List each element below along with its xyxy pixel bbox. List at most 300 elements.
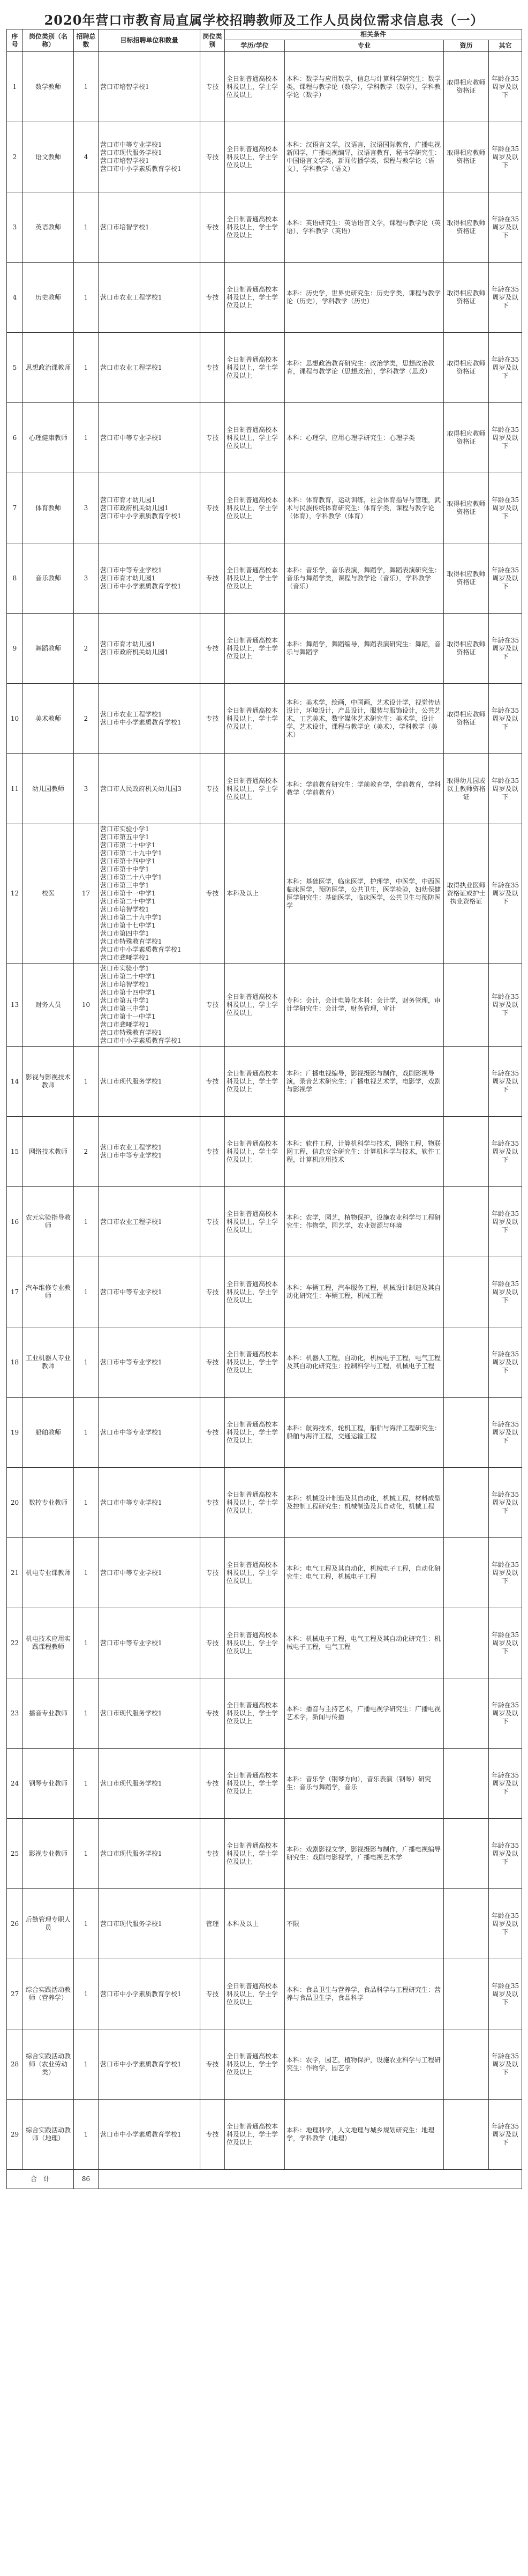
cell-no: 20 [7, 1468, 23, 1538]
cell-unit: 营口市中等专业学校1 [99, 1327, 200, 1398]
cell-qualification [444, 1889, 489, 1959]
cell-qualification [444, 1468, 489, 1538]
table-row [7, 1959, 522, 2029]
cell-category: 专技 [200, 333, 225, 403]
cell-unit: 营口市现代服务学校1 [99, 1819, 200, 1889]
cell-position: 音乐教师 [23, 543, 74, 614]
cell-major: 本科：航海技术，轮机工程，船舶与海洋工程研究生：船舶与海洋工程，交通运输工程 [285, 1398, 444, 1468]
cell-major: 本科：车辆工程，汽车服务工程，机械设计制造及其自动化研究生：车辆工程，机械工程 [285, 1257, 444, 1327]
cell-no: 16 [7, 1187, 23, 1257]
cell-category: 管理 [200, 1889, 225, 1959]
cell-unit: 营口市现代服务学校1 [99, 1047, 200, 1117]
cell-no: 10 [7, 684, 23, 754]
cell-qualification [444, 1819, 489, 1889]
cell-major: 本科：机械电子工程，电气工程及其自动化研究生：机械电子工程，电气工程 [285, 1608, 444, 1678]
cell-position: 工业机器人专业教师 [23, 1327, 74, 1398]
cell-other: 年龄在35周岁及以下 [489, 1117, 522, 1187]
cell-qualification [444, 1538, 489, 1608]
cell-count: 1 [74, 1749, 99, 1819]
cell-category: 专技 [200, 1468, 225, 1538]
cell-education: 全日制普通高校本科及以上，学士学位及以上 [225, 1187, 285, 1257]
header-other: 其它 [489, 40, 522, 52]
cell-position: 数控专业教师 [23, 1468, 74, 1538]
cell-no: 12 [7, 824, 23, 964]
cell-unit: 营口市中等专业学校1 营口市现代服务学校1 营口市培智学校1 营口市中小学素质教育学校1 [99, 122, 200, 192]
cell-education: 全日制普通高校本科及以上，学士学位及以上 [225, 964, 285, 1047]
table-row [7, 1819, 522, 1889]
cell-category: 专技 [200, 1047, 225, 1117]
cell-category: 专技 [200, 1327, 225, 1398]
cell-qualification [444, 1117, 489, 1187]
cell-unit: 营口市育才幼儿园1 营口市政府机关幼儿园1 [99, 614, 200, 684]
cell-qualification [444, 2100, 489, 2170]
cell-education: 全日制普通高校本科及以上，学士学位及以上 [225, 1117, 285, 1187]
cell-other: 年龄在35周岁及以下 [489, 1468, 522, 1538]
cell-position: 影视与影视技术教师 [23, 1047, 74, 1117]
cell-category: 专技 [200, 1538, 225, 1608]
cell-unit: 营口市人民政府机关幼儿园3 [99, 754, 200, 824]
cell-education: 全日制普通高校本科及以上，学士学位及以上 [225, 1819, 285, 1889]
cell-position: 思想政治课教师 [23, 333, 74, 403]
cell-category: 专技 [200, 1398, 225, 1468]
cell-unit: 营口市育才幼儿园1 营口市政府机关幼儿园1 营口市中小学素质教育学校1 [99, 473, 200, 543]
cell-category: 专技 [200, 403, 225, 473]
cell-major: 本科：历史学，世界史研究生：历史学类，课程与教学论（历史），学科教学（历史） [285, 263, 444, 333]
cell-position: 汽车维修专业教师 [23, 1257, 74, 1327]
cell-other: 年龄在35周岁及以下 [489, 1678, 522, 1749]
cell-category: 专技 [200, 1749, 225, 1819]
header-major: 专业 [285, 40, 444, 52]
table-row [7, 1117, 522, 1187]
cell-education: 本科及以上 [225, 1889, 285, 1959]
cell-category: 专技 [200, 1608, 225, 1678]
cell-other: 年龄在35周岁及以下 [489, 403, 522, 473]
cell-no: 1 [7, 52, 23, 122]
cell-education: 全日制普通高校本科及以上，学士学位及以上 [225, 1678, 285, 1749]
cell-unit: 营口市中等专业学校1 [99, 1468, 200, 1538]
cell-no: 14 [7, 1047, 23, 1117]
table-row [7, 1538, 522, 1608]
cell-qualification [444, 1187, 489, 1257]
cell-unit: 营口市中等专业学校1 [99, 1257, 200, 1327]
cell-position: 网络技术教师 [23, 1117, 74, 1187]
cell-other: 年龄在35周岁及以下 [489, 263, 522, 333]
cell-position: 机电专业课教师 [23, 1538, 74, 1608]
cell-no: 13 [7, 964, 23, 1047]
cell-position: 美术教师 [23, 684, 74, 754]
cell-count: 3 [74, 754, 99, 824]
header-count: 招聘总数 [74, 29, 99, 52]
table-row [7, 333, 522, 403]
table-row [7, 1749, 522, 1819]
cell-position: 农元实验指导教师 [23, 1187, 74, 1257]
cell-count: 1 [74, 1257, 99, 1327]
cell-major: 本科：舞蹈学，舞蹈编导，舞蹈表演研究生：舞蹈，音乐与舞蹈学 [285, 614, 444, 684]
cell-other: 年龄在35周岁及以下 [489, 1257, 522, 1327]
cell-position: 幼儿园教师 [23, 754, 74, 824]
cell-major: 本科：音乐学，音乐表演，舞蹈学，舞蹈表演研究生：音乐与舞蹈学类，课程与教学论（音乐），学科教学（音乐） [285, 543, 444, 614]
cell-qualification: 取得相应教师资格证 [444, 543, 489, 614]
table-row [7, 1678, 522, 1749]
cell-education: 全日制普通高校本科及以上，学士学位及以上 [225, 122, 285, 192]
header-position: 岗位类别（名称） [23, 29, 74, 52]
cell-count: 17 [74, 824, 99, 964]
cell-qualification: 取得相应教师资格证 [444, 403, 489, 473]
cell-education: 全日制普通高校本科及以上，学士学位及以上 [225, 192, 285, 263]
cell-category: 专技 [200, 473, 225, 543]
header-unit: 目标招聘单位和数量 [99, 29, 200, 52]
cell-other: 年龄在35周岁及以下 [489, 473, 522, 543]
cell-education: 全日制普通高校本科及以上，学士学位及以上 [225, 614, 285, 684]
cell-education: 全日制普通高校本科及以上，学士学位及以上 [225, 2029, 285, 2100]
table-row [7, 754, 522, 824]
cell-count: 1 [74, 1047, 99, 1117]
cell-category: 专技 [200, 614, 225, 684]
cell-no: 6 [7, 403, 23, 473]
table-row [7, 263, 522, 333]
cell-qualification: 取得相应教师资格证 [444, 473, 489, 543]
cell-no: 21 [7, 1538, 23, 1608]
table-row [7, 1047, 522, 1117]
cell-major: 本科：思想政治教育研究生：政治学类，思想政治教育，课程与教学论（思想政治），学科教学（思政） [285, 333, 444, 403]
cell-major: 本科：机械设计制造及其自动化，机械工程，材料成型及控制工程研究生：机械制造及其自动化，机械工程 [285, 1468, 444, 1538]
cell-position: 综合实践活动教师（营养学） [23, 1959, 74, 2029]
cell-other: 年龄在35周岁及以下 [489, 2029, 522, 2100]
cell-count: 2 [74, 1117, 99, 1187]
cell-education: 全日制普通高校本科及以上，学士学位及以上 [225, 754, 285, 824]
cell-qualification [444, 1257, 489, 1327]
cell-count: 1 [74, 403, 99, 473]
cell-unit: 营口市现代服务学校1 [99, 1678, 200, 1749]
cell-qualification [444, 2029, 489, 2100]
cell-no: 3 [7, 192, 23, 263]
cell-other: 年龄在35周岁及以下 [489, 1608, 522, 1678]
page-title: 2020年营口市教育局直属学校招聘教师及工作人员岗位需求信息表（一） [44, 12, 484, 28]
table-row [7, 1468, 522, 1538]
cell-major: 本科：美术学，绘画，中国画，艺术设计学，视觉传达设计，环境设计，产品设计，服装与服饰设计，公共艺术，工艺美术，数字媒体艺术研究生：美术学，设计学，艺术设计，课程与教学论（美术），学科教学（美术） [285, 684, 444, 754]
cell-count: 1 [74, 333, 99, 403]
header-conditions: 相关条件 [225, 29, 522, 40]
cell-position: 财务人员 [23, 964, 74, 1047]
cell-other: 年龄在35周岁及以下 [489, 1749, 522, 1819]
cell-other: 年龄在35周岁及以下 [489, 1398, 522, 1468]
cell-other: 年龄在35周岁及以下 [489, 684, 522, 754]
cell-other: 年龄在35周岁及以下 [489, 52, 522, 122]
cell-no: 11 [7, 754, 23, 824]
cell-category: 专技 [200, 543, 225, 614]
cell-education: 本科及以上 [225, 824, 285, 964]
cell-education: 全日制普通高校本科及以上，学士学位及以上 [225, 1257, 285, 1327]
cell-no: 23 [7, 1678, 23, 1749]
cell-other: 年龄在35周岁及以下 [489, 754, 522, 824]
cell-qualification [444, 1678, 489, 1749]
table-row [7, 2029, 522, 2100]
cell-major: 专科：会计，会计电算化本科：会计学，财务管理，审计学研究生：会计学，财务管理，审计 [285, 964, 444, 1047]
cell-category: 专技 [200, 52, 225, 122]
cell-qualification [444, 1047, 489, 1117]
cell-category: 专技 [200, 754, 225, 824]
cell-unit: 营口市农业工程学校1 [99, 1187, 200, 1257]
cell-count: 1 [74, 263, 99, 333]
table-row [7, 1187, 522, 1257]
cell-count: 1 [74, 1398, 99, 1468]
cell-qualification [444, 1327, 489, 1398]
cell-category: 专技 [200, 1117, 225, 1187]
cell-count: 2 [74, 684, 99, 754]
cell-other: 年龄在35周岁及以下 [489, 1819, 522, 1889]
cell-category: 专技 [200, 2029, 225, 2100]
cell-major: 本科：音乐学（钢琴方向），音乐表演（钢琴）研究生：音乐与舞蹈学，音乐 [285, 1749, 444, 1819]
cell-major: 本科：学前教育研究生：学前教育学，学前教育，学科教学（学前教育） [285, 754, 444, 824]
cell-major: 不限 [285, 1889, 444, 1959]
cell-count: 10 [74, 964, 99, 1047]
cell-other: 年龄在35周岁及以下 [489, 1959, 522, 2029]
cell-category: 专技 [200, 2100, 225, 2170]
cell-unit: 营口市农业工程学校1 [99, 333, 200, 403]
cell-count: 1 [74, 1538, 99, 1608]
cell-unit: 营口市实验小学1 营口市第五中学1 营口市第二十中学1 营口市第二十九中学1 营口市第十四中学1 营口市第十中学1 营口市第二十八中学1 营口市第三中学1 营口市第十一中学1 营口市第二十中学1 营口市培智学校1 营口市第二十九中学1 营口市第十七中学1 营口市第四中学1 营口市特殊教育学校1 营口市中小学素质教育学校1 营口市聋哑学校1 [99, 824, 200, 964]
cell-count: 3 [74, 543, 99, 614]
cell-count: 1 [74, 1889, 99, 1959]
cell-education: 全日制普通高校本科及以上，学士学位及以上 [225, 2100, 285, 2170]
cell-count: 1 [74, 1187, 99, 1257]
cell-count: 1 [74, 2100, 99, 2170]
cell-education: 全日制普通高校本科及以上，学士学位及以上 [225, 1538, 285, 1608]
cell-other: 年龄在35周岁及以下 [489, 1327, 522, 1398]
cell-no: 9 [7, 614, 23, 684]
header-education: 学历/学位 [225, 40, 285, 52]
header-category: 岗位类别 [200, 29, 225, 52]
cell-unit: 营口市培智学校1 [99, 192, 200, 263]
cell-no: 24 [7, 1749, 23, 1819]
cell-category: 专技 [200, 1187, 225, 1257]
table-row [7, 684, 522, 754]
table-row [7, 122, 522, 192]
cell-unit: 营口市农业工程学校1 [99, 263, 200, 333]
cell-education: 全日制普通高校本科及以上，学士学位及以上 [225, 473, 285, 543]
cell-position: 舞蹈教师 [23, 614, 74, 684]
cell-education: 全日制普通高校本科及以上，学士学位及以上 [225, 403, 285, 473]
cell-education: 全日制普通高校本科及以上，学士学位及以上 [225, 333, 285, 403]
cell-unit: 营口市培智学校1 [99, 52, 200, 122]
cell-count: 2 [74, 614, 99, 684]
cell-unit: 营口市中小学素质教育学校1 [99, 1959, 200, 2029]
cell-qualification: 取得幼儿园或以上教师资格证 [444, 754, 489, 824]
cell-unit: 营口市中等专业学校1 [99, 1398, 200, 1468]
cell-no: 2 [7, 122, 23, 192]
cell-unit: 营口市中等专业学校1 [99, 1538, 200, 1608]
cell-position: 英语教师 [23, 192, 74, 263]
header-qualification: 资历 [444, 40, 489, 52]
cell-other: 年龄在35周岁及以下 [489, 122, 522, 192]
cell-no: 25 [7, 1819, 23, 1889]
cell-category: 专技 [200, 1678, 225, 1749]
table-row [7, 52, 522, 122]
cell-position: 历史教师 [23, 263, 74, 333]
cell-category: 专技 [200, 1819, 225, 1889]
cell-position: 数学教师 [23, 52, 74, 122]
cell-major: 本科：心理学，应用心理学研究生：心理学类 [285, 403, 444, 473]
cell-education: 全日制普通高校本科及以上，学士学位及以上 [225, 263, 285, 333]
cell-unit: 营口市现代服务学校1 [99, 1889, 200, 1959]
cell-other: 年龄在35周岁及以下 [489, 1187, 522, 1257]
cell-education: 全日制普通高校本科及以上，学士学位及以上 [225, 1047, 285, 1117]
table-row [7, 1257, 522, 1327]
cell-unit: 营口市现代服务学校1 [99, 1749, 200, 1819]
cell-other: 年龄在35周岁及以下 [489, 333, 522, 403]
cell-major: 本科：数学与应用数学，信息与计算科学研究生：数学类，课程与教学论（数学），学科教学（数学），学科教学论（数学） [285, 52, 444, 122]
cell-major: 本科：电气工程及其自动化，机械电子工程，自动化研究生：电气工程，机械电子工程 [285, 1538, 444, 1608]
cell-other: 年龄在35周岁及以下 [489, 2100, 522, 2170]
cell-unit: 营口市实验小学1 营口市第二十中学1 营口市培智学校1 营口市第十四中学1 营口市第五中学1 营口市第三中学1 营口市第十一中学1 营口市聋哑学校1 营口市特殊教育学校1 营口市中小学素质教育学校1 [99, 964, 200, 1047]
cell-other: 年龄在35周岁及以下 [489, 1538, 522, 1608]
cell-education: 全日制普通高校本科及以上，学士学位及以上 [225, 1959, 285, 2029]
cell-unit: 营口市中等专业学校1 [99, 403, 200, 473]
cell-other: 年龄在35周岁及以下 [489, 614, 522, 684]
cell-count: 1 [74, 1468, 99, 1538]
cell-unit: 营口市中等专业学校1 [99, 1608, 200, 1678]
cell-position: 机电技术应用实践课程教师 [23, 1608, 74, 1678]
cell-qualification [444, 1749, 489, 1819]
total-blank [99, 2170, 522, 2189]
cell-no: 29 [7, 2100, 23, 2170]
cell-no: 8 [7, 543, 23, 614]
cell-no: 17 [7, 1257, 23, 1327]
cell-qualification [444, 964, 489, 1047]
cell-qualification: 取得相应教师资格证 [444, 122, 489, 192]
table-row [7, 403, 522, 473]
cell-category: 专技 [200, 684, 225, 754]
cell-no: 28 [7, 2029, 23, 2100]
cell-qualification: 取得相应教师资格证 [444, 614, 489, 684]
cell-major: 本科：农学，园艺，植物保护，设施农业科学与工程研究生：作物学，园艺学 [285, 2029, 444, 2100]
cell-position: 船舶教师 [23, 1398, 74, 1468]
cell-category: 专技 [200, 1257, 225, 1327]
cell-category: 专技 [200, 263, 225, 333]
cell-education: 全日制普通高校本科及以上，学士学位及以上 [225, 684, 285, 754]
cell-no: 27 [7, 1959, 23, 2029]
cell-category: 专技 [200, 964, 225, 1047]
cell-education: 全日制普通高校本科及以上，学士学位及以上 [225, 543, 285, 614]
cell-education: 全日制普通高校本科及以上，学士学位及以上 [225, 1398, 285, 1468]
cell-education: 全日制普通高校本科及以上，学士学位及以上 [225, 52, 285, 122]
recruitment-table [6, 29, 522, 2189]
cell-category: 专技 [200, 122, 225, 192]
table-row [7, 614, 522, 684]
cell-no: 22 [7, 1608, 23, 1678]
table-row [7, 964, 522, 1047]
cell-other: 年龄在35周岁及以下 [489, 1047, 522, 1117]
cell-other: 年龄在35周岁及以下 [489, 824, 522, 964]
cell-qualification [444, 1959, 489, 2029]
cell-position: 综合实践活动教师（地理） [23, 2100, 74, 2170]
table-row [7, 824, 522, 964]
cell-position: 综合实践活动教师（农业劳动类） [23, 2029, 74, 2100]
cell-no: 5 [7, 333, 23, 403]
cell-count: 3 [74, 473, 99, 543]
cell-count: 1 [74, 1959, 99, 2029]
total-label: 合 计 [7, 2170, 74, 2189]
cell-major: 本科：汉语言文学，汉语言，汉语国际教育，广播电视新闻学，广播电视编导，汉语言教育，秘书学研究生：中国语言文学类，新闻传播学类，课程与教学论（语文），学科教学（语文） [285, 122, 444, 192]
table-row [7, 1327, 522, 1398]
cell-other: 年龄在35周岁及以下 [489, 1889, 522, 1959]
table-row [7, 473, 522, 543]
cell-category: 专技 [200, 1959, 225, 2029]
cell-position: 播音专业教师 [23, 1678, 74, 1749]
cell-other: 年龄在35周岁及以下 [489, 964, 522, 1047]
cell-qualification [444, 1608, 489, 1678]
cell-position: 语文教师 [23, 122, 74, 192]
cell-education: 全日制普通高校本科及以上，学士学位及以上 [225, 1327, 285, 1398]
table-row [7, 192, 522, 263]
cell-no: 7 [7, 473, 23, 543]
cell-major: 本科：广播电视编导，影视摄影与制作，戏剧影视导演，录音艺术研究生：广播电视艺术学，电影学，戏剧与影视学 [285, 1047, 444, 1117]
cell-position: 后勤管理专职人员 [23, 1889, 74, 1959]
table-row [7, 1608, 522, 1678]
cell-count: 1 [74, 1678, 99, 1749]
cell-unit: 营口市中等专业学校1 营口市育才幼儿园1 营口市中小学素质教育学校1 [99, 543, 200, 614]
cell-unit: 营口市农业工程学校1 营口市中小学素质教育学校1 [99, 684, 200, 754]
cell-count: 1 [74, 1608, 99, 1678]
cell-no: 26 [7, 1889, 23, 1959]
cell-qualification: 取得相应教师资格证 [444, 333, 489, 403]
total-count: 86 [74, 2170, 99, 2189]
cell-position: 体育教师 [23, 473, 74, 543]
cell-major: 本科：地理科学，人文地理与城乡规划研究生：地理学，学科教学（地理） [285, 2100, 444, 2170]
cell-position: 影视专业教师 [23, 1819, 74, 1889]
cell-other: 年龄在35周岁及以下 [489, 192, 522, 263]
cell-major: 本科：戏剧影视文学，影视摄影与制作，广播电视编导研究生：戏剧与影视学，广播电视艺术学 [285, 1819, 444, 1889]
cell-category: 专技 [200, 192, 225, 263]
cell-count: 4 [74, 122, 99, 192]
cell-education: 全日制普通高校本科及以上，学士学位及以上 [225, 1468, 285, 1538]
cell-unit: 营口市中小学素质教育学校1 [99, 2100, 200, 2170]
cell-count: 1 [74, 192, 99, 263]
header-no: 序号 [7, 29, 23, 52]
cell-unit: 营口市中小学素质教育学校1 [99, 2029, 200, 2100]
cell-major: 本科：机器人工程，自动化，机械电子工程，电气工程及其自动化研究生：控制科学与工程，机械电子工程 [285, 1327, 444, 1398]
cell-qualification: 取得相应教师资格证 [444, 684, 489, 754]
cell-position: 心理健康教师 [23, 403, 74, 473]
cell-unit: 营口市农业工程学校1 营口市中等专业学校1 [99, 1117, 200, 1187]
cell-no: 15 [7, 1117, 23, 1187]
cell-other: 年龄在35周岁及以下 [489, 543, 522, 614]
cell-qualification: 取得相应教师资格证 [444, 52, 489, 122]
cell-qualification: 取得相应教师资格证 [444, 192, 489, 263]
table-row [7, 1398, 522, 1468]
cell-qualification [444, 1398, 489, 1468]
cell-education: 全日制普通高校本科及以上，学士学位及以上 [225, 1608, 285, 1678]
cell-qualification: 取得相应教师资格证 [444, 263, 489, 333]
cell-major: 本科：软件工程，计算机科学与技术，网络工程，物联网工程，信息安全研究生：计算机科学与技术，软件工程，计算机应用技术 [285, 1117, 444, 1187]
cell-education: 全日制普通高校本科及以上，学士学位及以上 [225, 1749, 285, 1819]
table-row [7, 543, 522, 614]
cell-major: 本科：播音与主持艺术，广播电视学研究生：广播电视艺术学，新闻与传播 [285, 1678, 444, 1749]
cell-count: 1 [74, 2029, 99, 2100]
cell-major: 本科：农学，园艺，植物保护，设施农业科学与工程研究生：作物学，园艺学，农业资源与环境 [285, 1187, 444, 1257]
cell-position: 钢琴专业教师 [23, 1749, 74, 1819]
cell-major: 本科：英语研究生：英语语言文学，课程与教学论（英语），学科教学（英语） [285, 192, 444, 263]
cell-major: 本科：食品卫生与营养学，食品科学与工程研究生：营养与食品卫生学，食品科学 [285, 1959, 444, 2029]
cell-major: 本科：体育教育，运动训练，社会体育指导与管理，武术与民族传统体育研究生：体育学类，课程与教学论（体育），学科教学（体育） [285, 473, 444, 543]
cell-no: 4 [7, 263, 23, 333]
cell-category: 专技 [200, 824, 225, 964]
cell-count: 1 [74, 52, 99, 122]
cell-major: 本科：基础医学，临床医学，护理学，中医学，中西医临床医学，预防医学，公共卫生，医学检验，妇幼保健医学研究生：基础医学，临床医学，公共卫生与预防医学 [285, 824, 444, 964]
cell-position: 校医 [23, 824, 74, 964]
cell-qualification: 取得执业医师资格证或护士执业资格证 [444, 824, 489, 964]
cell-no: 18 [7, 1327, 23, 1398]
